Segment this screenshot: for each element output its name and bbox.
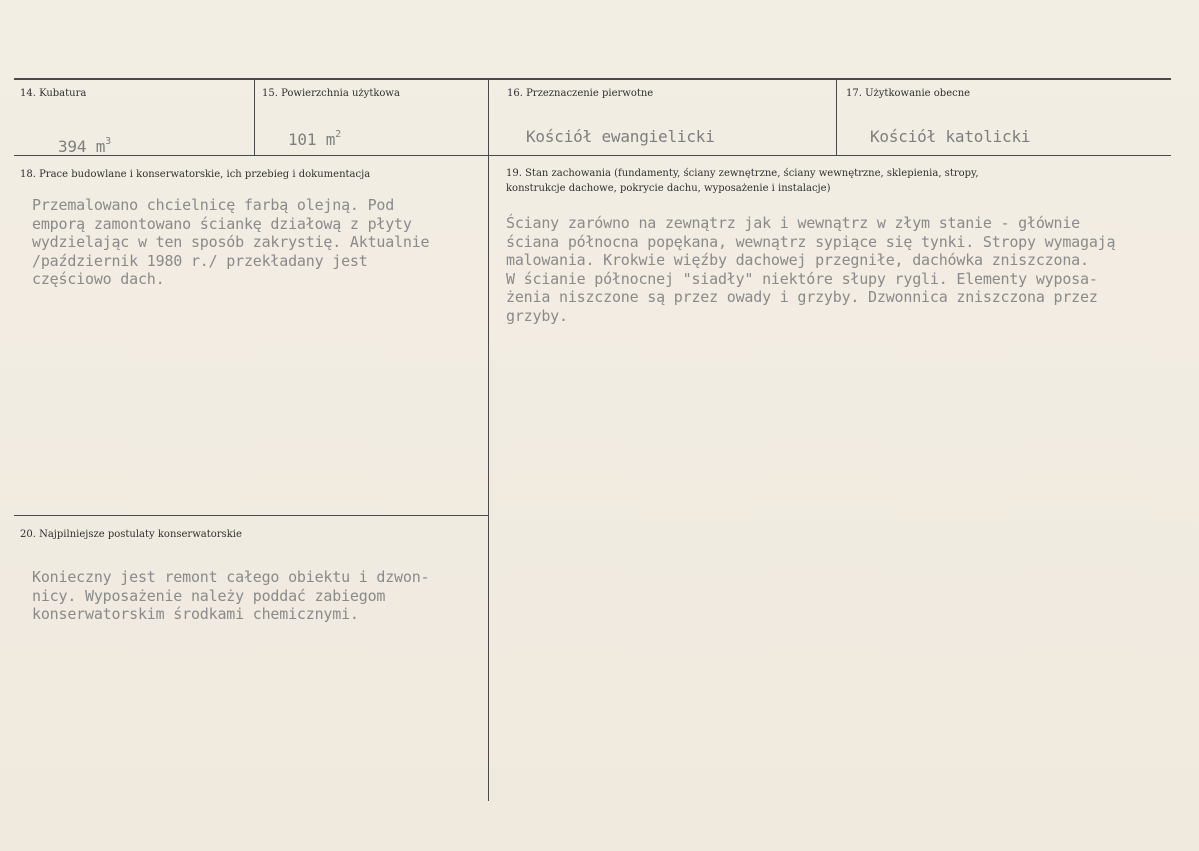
uzytkowanie-value: Kościół katolicki [870, 127, 1031, 146]
kubatura-value [58, 133, 111, 157]
postulaty-line: konserwatorskim środkami chemicznymi. [32, 605, 359, 624]
stan-text [506, 214, 1115, 326]
stan-line: malowania. Krokwie więźby dachowej przegniłe, dachówka zniszczona. [506, 251, 1089, 270]
stan-label-line1: 19. Stan zachowania (fundamenty, ściany zewnętrzne, ściany wewnętrzne, sklepienia, stropy, [506, 168, 979, 179]
stan-line: ściana północna popękana, wewnątrz sypiące się tynki. Stropy wymagają [506, 232, 1116, 251]
stan-label-line2: konstrukcje dachowe, pokrycie dachu, wyposażenie i instalacje) [506, 183, 831, 194]
postulaty-text [32, 568, 429, 624]
powierzchnia-number: 101 m [288, 130, 336, 149]
postulaty-line: nicy. Wyposażenie należy poddać zabiegom [32, 586, 386, 605]
prace-line: wydzielając w ten sposób zakrystię. Aktualnie [32, 233, 430, 252]
prace-line: częściowo dach. [32, 270, 165, 289]
prace-line: Przemalowano chcielnicę farbą olejną. Pod [32, 196, 395, 214]
powierzchnia-label: 15. Powierzchnia użytkowa [262, 88, 400, 99]
prace-line: emporą zamontowano ściankę działową z płyty [32, 214, 412, 233]
header-row-rule [14, 155, 1171, 156]
stan-line: żenia niszczone są przez owady i grzyby. Dzwonnica zniszczona przez [506, 288, 1098, 307]
stan-line: W ścianie północnej "siadły" niektóre słupy rygli. Elementy wyposa- [506, 269, 1098, 288]
prace-label: 18. Prace budowlane i konserwatorskie, ich przebieg i dokumentacja [20, 169, 371, 180]
stan-line: grzyby. [506, 306, 568, 325]
prace-text [32, 196, 429, 289]
divider-main [488, 79, 489, 801]
postulaty-label: 20. Najpilniejsze postulaty konserwatorskie [20, 529, 242, 540]
powierzchnia-value [288, 126, 341, 150]
prace-line: /październik 1980 r./ przekładany jest [32, 251, 368, 270]
divider-14-15 [254, 79, 255, 156]
uzytkowanie-label: 17. Użytkowanie obecne [846, 88, 971, 99]
kubatura-number: 394 m [58, 137, 106, 156]
top-rule [14, 78, 1171, 80]
powierzchnia-exponent: 2 [335, 129, 341, 140]
left-column-rule [14, 515, 488, 516]
kubatura-exponent: 3 [105, 136, 111, 147]
przeznaczenie-value: Kościół ewangielicki [526, 127, 715, 146]
przeznaczenie-label: 16. Przeznaczenie pierwotne [507, 88, 654, 99]
stan-line: Ściany zarówno na zewnątrz jak i wewnątrz w złym stanie - głównie [506, 214, 1080, 232]
postulaty-line: Konieczny jest remont całego obiektu i dzwon- [32, 568, 430, 586]
divider-16-17 [836, 79, 837, 156]
kubatura-label: 14. Kubatura [20, 88, 87, 99]
